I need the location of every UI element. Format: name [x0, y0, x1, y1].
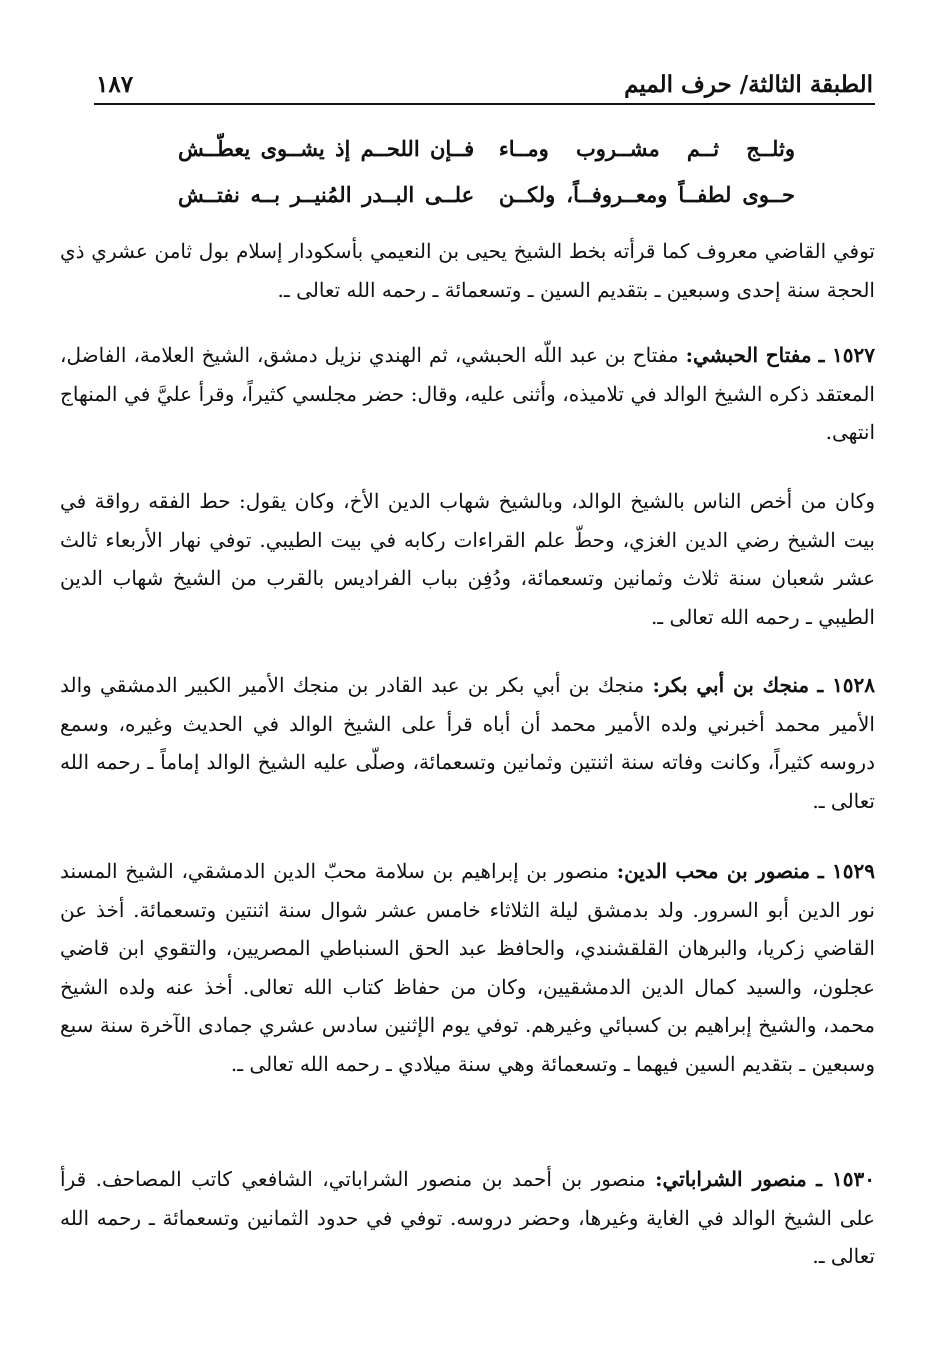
header-divider	[94, 103, 875, 105]
entry-1528-text	[60, 666, 875, 820]
entry-number: ١٥٢٧ ـ	[818, 343, 876, 367]
verse-2-first-hemistich: حــوى لطفــاً ومعــروفــاً، ولكــن	[498, 181, 795, 207]
paragraph-text: توفي القاضي معروف كما قرأته بخط الشيخ يحيى بن النعيمي بأسكودار إسلام بول ثامن عشري ذي الحجة سنة إحدى وسبعين ـ بتقديم السين ـ وتسعمائة ـ رحمه الله تعالى ـ.	[60, 239, 875, 302]
death-note-paragraph	[60, 232, 875, 309]
poem-block	[178, 125, 795, 217]
entry-heading: منجك بن أبي بكر:	[652, 673, 810, 697]
verse-2	[178, 171, 795, 217]
entry-heading: مفتاح الحبشي:	[685, 343, 812, 367]
running-title: الطبقة الثالثة/ حرف الميم	[624, 71, 873, 98]
entry-heading: منصور بن محب الدين:	[616, 859, 811, 883]
entry-1527	[60, 336, 875, 452]
page-header	[96, 58, 873, 98]
verse-2-second-hemistich: علــى البــدر المُنيــر بــه نفتــش	[178, 181, 475, 207]
entry-number: ١٥٢٩ ـ	[817, 859, 875, 883]
entry-body: منصور بن أحمد بن منصور الشراباتي، الشافعي كاتب المصاحف. قرأ على الشيخ الوالد في الغاية وغيرها، وحضر دروسه. توفي في حدود الثمانين وتسعمائة ـ رحمه الله تعالى ـ.	[60, 1167, 875, 1268]
entry-1527-text	[60, 336, 875, 452]
entry-number: ١٥٣٠ ـ	[816, 1167, 875, 1191]
entry-1530-text	[60, 1160, 875, 1276]
entry-heading: منصور الشراباتي:	[655, 1167, 807, 1191]
verse-1	[178, 125, 795, 171]
entry-body: منصور بن إبراهيم بن سلامة محبّ الدين الدمشقي، الشيخ المسند نور الدين أبو السرور. ولد بدمشق ليلة الثلاثاء خامس عشر شوال سنة اثنتين وتسعمائة. أخذ عن القاضي زكريا، والبرهان القلقشندي، والحافظ عبد الحق السنباطي المصريين، والتقوي ابن قاضي عجلون، والسيد كمال الدين الدمشقيين، وكان من حفاظ كتاب الله تعالى. أخذ عنه ولده الشيخ محمد، والشيخ إبراهيم بن كسبائي وغيرهم. توفي يوم الإثنين سادس عشري جمادى الآخرة سنة سبع وسبعين ـ بتقديم السين فيهما ـ وتسعمائة وهي سنة ميلادي ـ رحمه الله تعالى ـ.	[60, 859, 875, 1076]
entry-1529-text	[60, 852, 875, 1083]
page-number: ١٨٧	[96, 71, 134, 98]
entry-1529	[60, 852, 875, 1083]
entry-1527-continuation-text: وكان من أخص الناس بالشيخ الوالد، وبالشيخ شهاب الدين الأخ، وكان يقول: حط الفقه رواقة في بيت الشيخ رضي الدين الغزي، وحطّ علم القراءات ركابه في بيت الطيبي. توفي نهار الأربعاء ثالث عشر شعبان سنة ثلاث وثمانين وتسعمائة، ودُفِن بباب الفراديس بالقرب من الشيخ شهاب الدين الطيبي ـ رحمه الله تعالى ـ.	[60, 489, 875, 629]
verse-1-first-hemistich: وثلــج ثــم مشــروب ومــاء	[498, 135, 795, 161]
entry-body: مفتاح بن عبد اللّه الحبشي، ثم الهندي نزيل دمشق، الشيخ العلامة، الفاضل، المعتقد ذكره الشيخ الوالد في تلاميذه، وأثنى عليه، وقال: حضر مجلسي كثيراً، وقرأ عليَّ في المنهاج انتهى.	[60, 343, 875, 444]
entry-1528	[60, 666, 875, 820]
entry-1527-continuation	[60, 482, 875, 636]
entry-body: منجك بن أبي بكر بن عبد القادر بن منجك الأمير الكبير الدمشقي والد الأمير محمد أخبرني ولده الأمير محمد أن أباه قرأ على الشيخ الوالد في الحديث وغيره، وسمع دروسه كثيراً، وكانت وفاته سنة اثنتين وثمانين وتسعمائة، وصلّى عليه الشيخ الوالد إماماً ـ رحمه الله تعالى ـ.	[60, 673, 875, 813]
verse-1-second-hemistich: فــإن اللحــم إذ يشــوى يعطّــش	[178, 135, 475, 161]
entry-number: ١٥٢٨ ـ	[817, 673, 876, 697]
entry-1530	[60, 1160, 875, 1276]
